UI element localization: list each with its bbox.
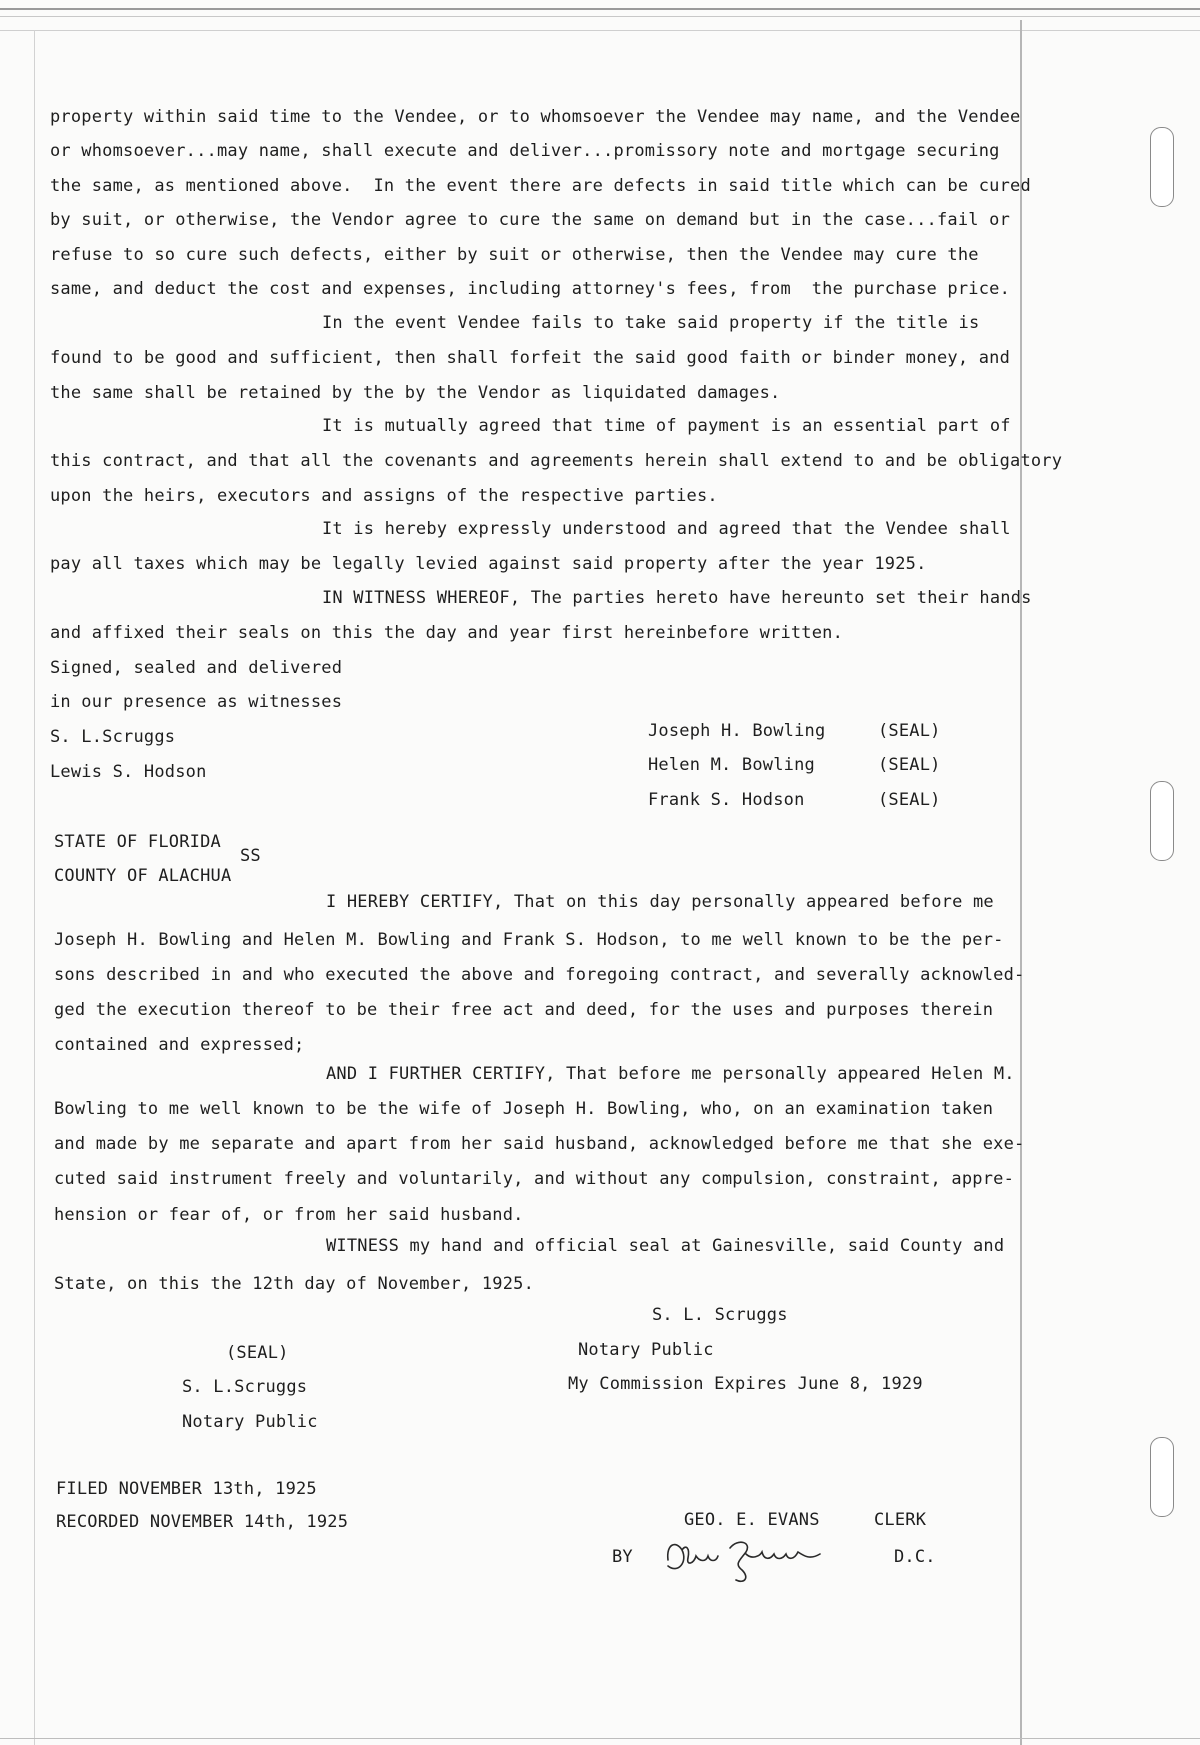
clerk-name: GEO. E. EVANS bbox=[684, 1510, 820, 1530]
punch-hole-top bbox=[1150, 127, 1174, 207]
notary-signature: S. L. Scruggs bbox=[652, 1305, 788, 1325]
certificate-line: State, on this the 12th day of November, 1925. bbox=[54, 1274, 535, 1294]
notary-seal-label: (SEAL) bbox=[226, 1343, 289, 1363]
signer-name: Joseph H. Bowling bbox=[648, 721, 826, 741]
body-line: pay all taxes which may be legally levied against said property after the year 1925. bbox=[50, 554, 927, 574]
body-line: property within said time to the Vendee, or to whomsoever the Vendee may name, and the Vendee bbox=[50, 107, 1021, 127]
certificate-line: Joseph H. Bowling and Helen M. Bowling and Frank S. Hodson, to me well known to be the per- bbox=[54, 930, 1004, 950]
notary-commission: My Commission Expires June 8, 1929 bbox=[568, 1374, 923, 1394]
body-line: the same shall be retained by the by the Vendor as liquidated damages. bbox=[50, 383, 781, 403]
body-line: It is mutually agreed that time of payment is an essential part of bbox=[322, 416, 1011, 436]
certificate-line: AND I FURTHER CERTIFY, That before me personally appeared Helen M. bbox=[326, 1064, 1015, 1084]
signer-seal: (SEAL) bbox=[878, 721, 941, 741]
body-line: by suit, or otherwise, the Vendor agree to cure the same on demand but in the case...fail or bbox=[50, 210, 1011, 230]
filed-date: FILED NOVEMBER 13th, 1925 bbox=[56, 1479, 317, 1499]
certificate-line: I HEREBY CERTIFY, That on this day personally appeared before me bbox=[326, 892, 994, 912]
certificate-line: contained and expressed; bbox=[54, 1035, 305, 1055]
venue-county: COUNTY OF ALACHUA bbox=[54, 866, 232, 886]
certificate-line: ged the execution thereof to be their free act and deed, for the uses and purposes therein bbox=[54, 1000, 994, 1020]
clerk-title: CLERK bbox=[874, 1510, 927, 1530]
certificate-line: cuted said instrument freely and voluntarily, and without any compulsion, constraint, appre- bbox=[54, 1169, 1015, 1189]
body-line: or whomsoever...may name, shall execute and deliver...promissory note and mortgage securing bbox=[50, 141, 1000, 161]
notary-seal-title: Notary Public bbox=[182, 1412, 318, 1432]
venue-ss: SS bbox=[240, 846, 261, 866]
certificate-line: sons described in and who executed the above and foregoing contract, and severally acknowled- bbox=[54, 965, 1025, 985]
witness-heading: Signed, sealed and delivered bbox=[50, 658, 343, 678]
body-line: IN WITNESS WHEREOF, The parties hereto have hereunto set their hands bbox=[322, 588, 1032, 608]
certificate-line: hension or fear of, or from her said husband. bbox=[54, 1205, 524, 1225]
certificate-line: and made by me separate and apart from her said husband, acknowledged before me that she exe- bbox=[54, 1134, 1025, 1154]
body-line: found to be good and sufficient, then shall forfeit the said good faith or binder money, and bbox=[50, 348, 1011, 368]
body-line: and affixed their seals on this the day and year first hereinbefore written. bbox=[50, 623, 844, 643]
signer-name: Helen M. Bowling bbox=[648, 755, 815, 775]
bottom-page-edge bbox=[0, 1738, 1200, 1739]
deputy-clerk-signature bbox=[660, 1530, 860, 1585]
punch-hole-bottom bbox=[1150, 1437, 1174, 1517]
body-line: refuse to so cure such defects, either by suit or otherwise, then the Vendee may cure the bbox=[50, 245, 979, 265]
body-line: the same, as mentioned above. In the event there are defects in said title which can be cured bbox=[50, 176, 1031, 196]
notary-title: Notary Public bbox=[578, 1340, 714, 1360]
venue-state: STATE OF FLORIDA bbox=[54, 832, 221, 852]
notary-seal-name: S. L.Scruggs bbox=[182, 1377, 308, 1397]
signer-seal: (SEAL) bbox=[878, 755, 941, 775]
witness-name: Lewis S. Hodson bbox=[50, 762, 207, 782]
right-margin-line bbox=[1020, 20, 1022, 1745]
deputy-clerk-label: D.C. bbox=[894, 1547, 936, 1567]
body-line: this contract, and that all the covenants and agreements herein shall extend to and be obligatory bbox=[50, 451, 1063, 471]
punch-hole-middle bbox=[1150, 781, 1174, 861]
signer-seal: (SEAL) bbox=[878, 790, 941, 810]
recorded-date: RECORDED NOVEMBER 14th, 1925 bbox=[56, 1512, 349, 1532]
body-line: In the event Vendee fails to take said property if the title is bbox=[322, 313, 980, 333]
certificate-line: WITNESS my hand and official seal at Gainesville, said County and bbox=[326, 1236, 1005, 1256]
top-rule bbox=[0, 8, 1200, 17]
body-line: It is hereby expressly understood and agreed that the Vendee shall bbox=[322, 519, 1011, 539]
witness-heading: in our presence as witnesses bbox=[50, 692, 343, 712]
signer-name: Frank S. Hodson bbox=[648, 790, 805, 810]
body-line: same, and deduct the cost and expenses, including attorney's fees, from the purchase price. bbox=[50, 279, 1011, 299]
witness-name: S. L.Scruggs bbox=[50, 727, 176, 747]
body-line: upon the heirs, executors and assigns of the respective parties. bbox=[50, 486, 718, 506]
certificate-line: Bowling to me well known to be the wife of Joseph H. Bowling, who, on an examination taken bbox=[54, 1099, 994, 1119]
left-page-edge bbox=[34, 30, 35, 1745]
by-label: BY bbox=[612, 1547, 633, 1567]
